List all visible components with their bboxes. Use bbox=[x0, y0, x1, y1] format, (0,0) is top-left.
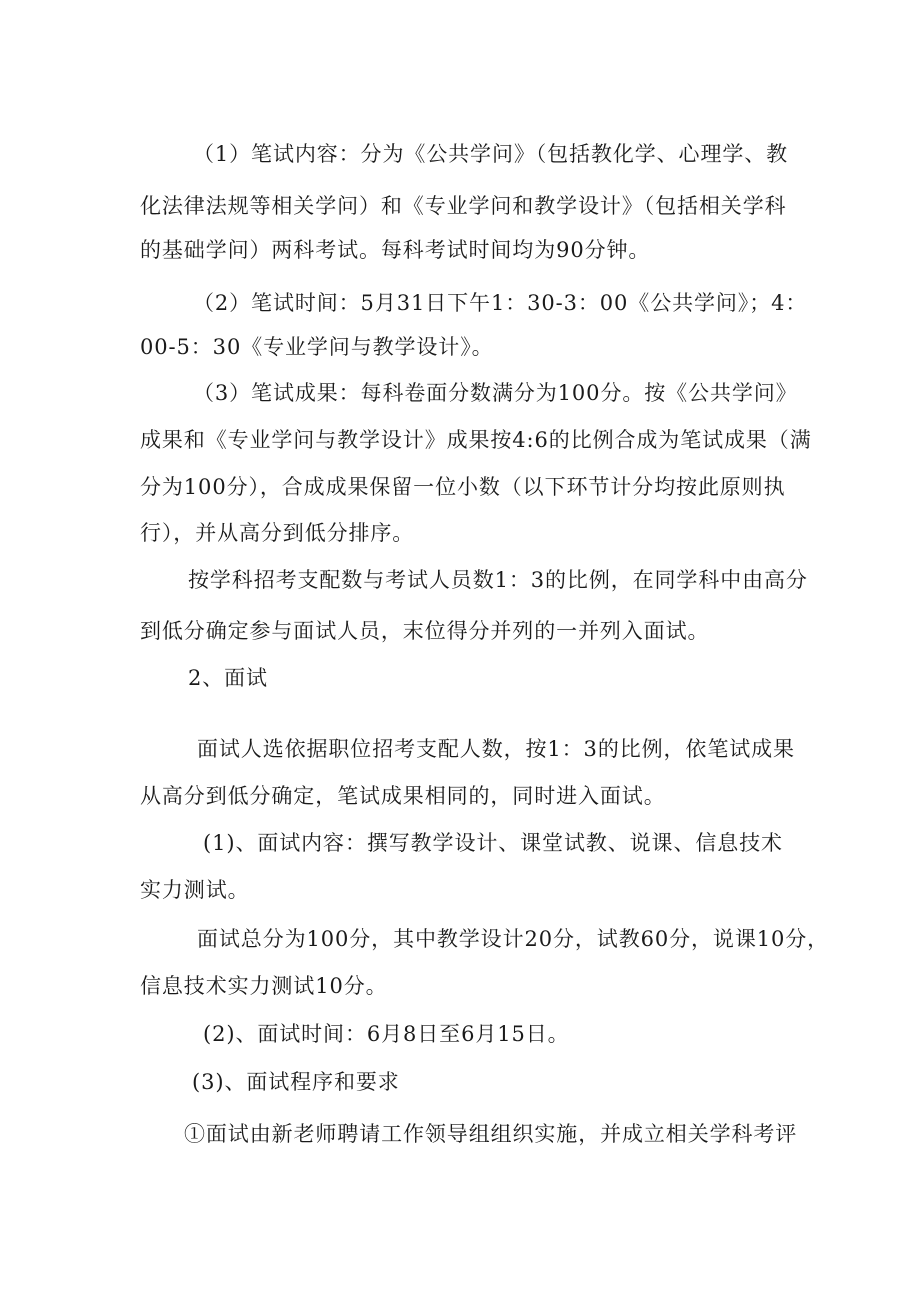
text-line: 面试总分为100分，其中教学设计20分，试教60分，说课10分， bbox=[197, 927, 830, 951]
text-line: 按学科招考支配数与考试人员数1：3的比例，在同学科中由高分 bbox=[188, 568, 808, 592]
heading-line: 2、面试 bbox=[188, 666, 268, 690]
text-line: 实力测试。 bbox=[140, 878, 250, 902]
text-line: （1）笔试内容：分为《公共学问》（包括教化学、心理学、教 bbox=[193, 142, 789, 166]
text-line: 00-5：30《专业学问与教学设计》。 bbox=[140, 335, 494, 359]
text-line: 的基础学问）两科考试。每科考试时间均为90分钟。 bbox=[140, 238, 651, 262]
text-line: (3)、面试程序和要求 bbox=[192, 1070, 400, 1094]
text-line: （2）笔试时间：5月31日下午1：30-3：00《公共学问》；4： bbox=[193, 291, 808, 315]
text-line: ①面试由新老师聘请工作领导组组织实施，并成立相关学科考评 bbox=[184, 1122, 798, 1146]
text-line: 行），并从高分到低分排序。 bbox=[140, 521, 415, 545]
text-line: 化法律法规等相关学问）和《专业学问和教学设计》（包括相关学科 bbox=[140, 194, 787, 218]
text-line: 到低分确定参与面试人员，末位得分并列的一并列入面试。 bbox=[140, 619, 710, 643]
text-line: 面试人选依据职位招考支配人数，按1：3的比例，依笔试成果 bbox=[197, 737, 795, 761]
text-line: 从高分到低分确定，笔试成果相同的，同时进入面试。 bbox=[140, 784, 666, 808]
text-line: (1)、面试内容：撰写教学设计、课堂试教、说课、信息技术 bbox=[203, 831, 783, 855]
text-line: 信息技术实力测试10分。 bbox=[140, 974, 388, 998]
text-line: (2)、面试时间：6月8日至6月15日。 bbox=[203, 1022, 570, 1046]
text-line: （3）笔试成果：每科卷面分数满分为100分。按《公共学问》 bbox=[193, 381, 798, 405]
text-line: 成果和《专业学问与教学设计》成果按4:6的比例合成为笔试成果（满 bbox=[140, 428, 812, 452]
text-line: 分为100分），合成成果保留一位小数（以下环节计分均按此原则执 bbox=[140, 475, 786, 499]
